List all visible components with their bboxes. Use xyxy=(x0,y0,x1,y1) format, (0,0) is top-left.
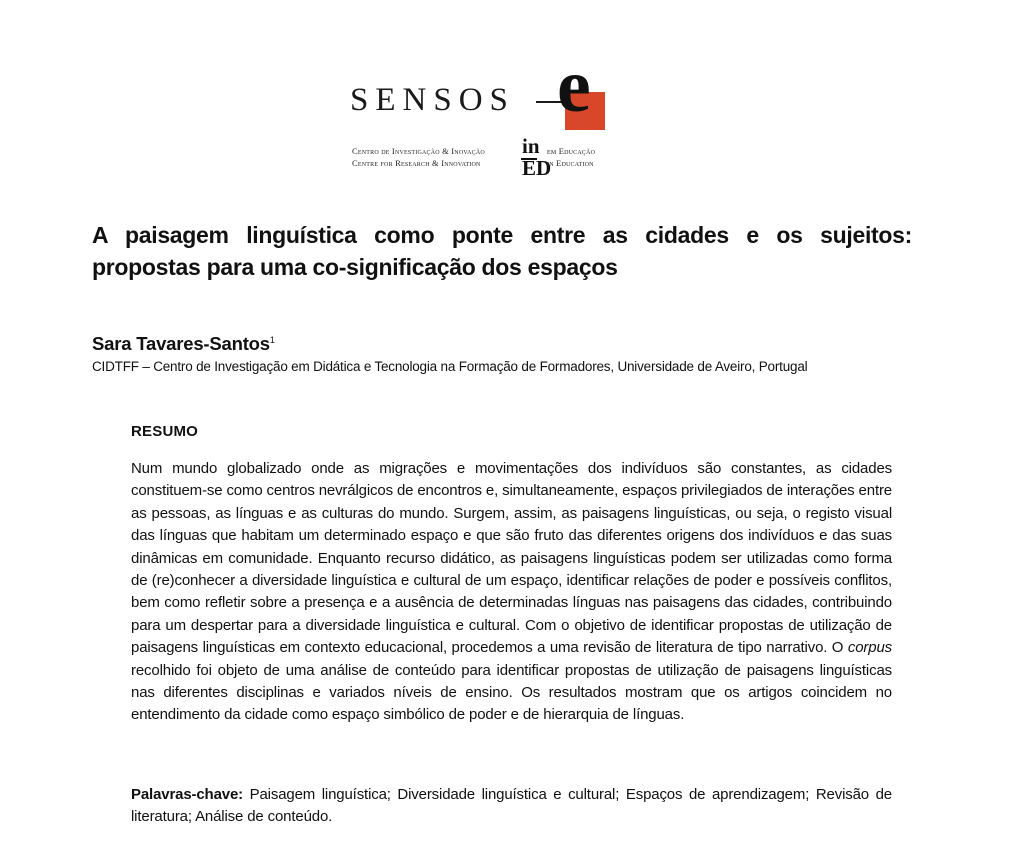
logo-line1-left: Centro de Investigação & Inovação xyxy=(352,146,485,156)
logo-ed-mark: ED xyxy=(522,156,552,180)
abstract-part-1: Num mundo globalizado onde as migrações e movimentações dos indivíduos são constantes, as cidades constituem-se como centros nevrálgicos de encontros e, simultaneamente, espaços privilegiados de interações entre as pessoas, as línguas e as culturas do mundo. Surgem, assim, as paisagens linguísticas, ou seja, o registo visual das línguas que habitam um determinado espaço e que são fruto das diferentes origens dos indivíduos e das suas dinâmicas em comunidade. Enquanto recurso didático, as paisagens linguísticas podem ser utilizadas como forma de (re)conhecer a diversidade linguística e cultural de um espaço, identificar relações de poder e possíveis conflitos, bem como refletir sobre a presença e a ausência de determinadas línguas nas paisagens das cidades, contribuindo para um despertar para a diversidade linguística e cultural. Com o objetivo de identificar propostas de utilização de paisagens linguísticas em contexto educacional, procedemos a uma revisão de literatura de tipo narrativo. O xyxy=(131,460,892,657)
keywords-label: Palavras-chave: xyxy=(131,786,243,803)
article-title: A paisagem linguística como ponte entre as cidades e os sujeitos: propostas para uma co-significação dos espaços xyxy=(92,222,912,280)
abstract-heading: RESUMO xyxy=(131,423,199,440)
abstract-part-2: recolhido foi objeto de uma análise de conteúdo para identificar propostas de utilização de paisagens linguísticas nas diferentes disciplinas e variados níveis de ensino. Os resultados mostram que os artigos coincidem no entendimento da cidade como espaço simbólico de poder e de hierarquia de línguas. xyxy=(131,661,892,724)
abstract-text xyxy=(131,458,892,727)
author-footnote-mark: 1 xyxy=(269,335,275,345)
keywords-list: Paisagem linguística; Diversidade linguística e cultural; Espaços de aprendizagem; Revisão de literatura; Análise de conteúdo. xyxy=(131,786,892,826)
keywords-block xyxy=(131,784,892,829)
logo-line2-left: Centre for Research & Innovation xyxy=(352,158,481,168)
abstract-italic-term: corpus xyxy=(847,639,892,657)
sensos-e-logo xyxy=(350,44,620,184)
author-name-text: Sara Tavares-Santos xyxy=(92,333,270,355)
logo-wordmark: SENSOS xyxy=(350,82,515,118)
logo-letter-e: e xyxy=(557,44,591,128)
logo-line2-right: in Education xyxy=(547,158,594,168)
logo-line1-right: em Educação xyxy=(547,146,596,156)
author-affiliation: CIDTFF – Centro de Investigação em Didática e Tecnologia na Formação de Formadores, Universidade de Aveiro, Portugal xyxy=(92,359,808,374)
author-name xyxy=(92,328,275,356)
logo-in-mark: in xyxy=(522,134,540,158)
